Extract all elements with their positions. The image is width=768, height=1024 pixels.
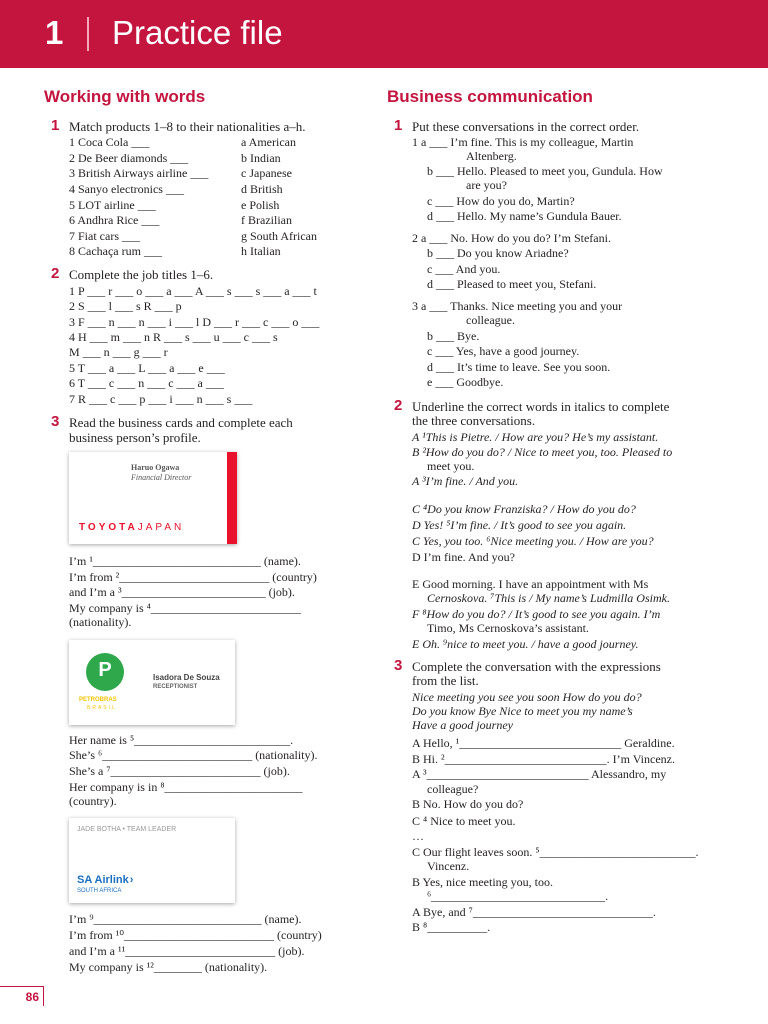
logo-sub-text: BRASIL — [87, 705, 117, 711]
exercise-number: 1 — [51, 117, 60, 134]
exercise-number: 3 — [51, 413, 60, 430]
exercise-number: 2 — [51, 265, 60, 282]
list-item: colleague? — [427, 782, 479, 796]
card-accent-stripe — [227, 452, 237, 544]
list-item: 7 R ___ c ___ p ___ i ___ n ___ s ___ — [69, 392, 253, 406]
card-role: Financial Director — [131, 473, 192, 482]
logo-text: PETROBRAS — [79, 697, 117, 703]
profile-line: I’m ¹____________________________ (name). — [69, 554, 301, 568]
list-item: A Bye, and ⁷______________________________. — [412, 905, 656, 919]
list-item: b ___ Hello. Pleased to meet you, Gundula. How — [427, 164, 663, 178]
list-item: 7 Fiat cars ___ — [69, 229, 140, 243]
list-item: 1 a ___ I’m fine. This is my colleague, Martin — [412, 135, 634, 149]
exercise-instruction: from the list. — [412, 673, 479, 688]
profile-line: I’m ⁹____________________________ (name). — [69, 912, 302, 926]
list-item: C Yes, you too. ⁶Nice meeting you. / How are you? — [412, 534, 654, 548]
list-item: E Oh. ⁹nice to meet you. / have a good journey. — [412, 637, 639, 651]
petrobras-logo-icon: P — [86, 653, 124, 691]
logo-text: SA Airlink — [77, 874, 129, 886]
list-item: c ___ Yes, have a good journey. — [427, 344, 580, 358]
list-item: 3 F ___ n ___ n ___ i ___ l D ___ r ___ c ___ o ___ — [69, 315, 320, 329]
card-name: Haruo Ogawa — [131, 463, 180, 472]
list-item: 6 T ___ c ___ n ___ c ___ a ___ — [69, 376, 224, 390]
section-title-business-communication: Business communication — [387, 87, 593, 106]
list-item: meet you. — [427, 459, 475, 473]
profile-line: and I’m a ³________________________ (job). — [69, 585, 295, 599]
list-item: C Our flight leaves soon. ⁵__________________________. — [412, 845, 699, 859]
profile-line: (nationality). — [69, 615, 132, 629]
airlink-logo — [77, 874, 133, 886]
exercise-number: 2 — [394, 397, 403, 414]
list-item: c ___ And you. — [427, 262, 501, 276]
unit-number: 1 — [45, 14, 64, 51]
business-card-petrobras — [69, 640, 235, 725]
logo-light-text: JAPAN — [137, 522, 185, 533]
list-item: E Good morning. I have an appointment with Ms — [412, 577, 649, 591]
list-item: h Italian — [241, 244, 281, 258]
expression-list: Do you know Bye Nice to meet you my name’s — [412, 704, 633, 718]
expression-list: Have a good journey — [412, 718, 513, 732]
section-title-working-with-words: Working with words — [44, 87, 206, 106]
list-item: 3 a ___ Thanks. Nice meeting you and your — [412, 299, 623, 313]
card-role: RECEPTIONIST — [153, 684, 198, 690]
exercise-number: 1 — [394, 117, 403, 134]
list-item: 5 LOT airline ___ — [69, 198, 156, 212]
list-item: F ⁸How do you do? / It’s good to see you again. I’m — [412, 607, 661, 621]
exercise-instruction: Complete the conversation with the expressions — [412, 659, 661, 674]
page-title: Practice file — [112, 14, 283, 51]
list-item: d British — [241, 182, 283, 196]
card-name: Isadora De Souza — [153, 673, 220, 682]
profile-line: Her company is in ⁸_______________________ — [69, 780, 303, 794]
profile-line: She’s ⁶_________________________ (nationality). — [69, 748, 318, 762]
list-item: e ___ Goodbye. — [427, 375, 504, 389]
expression-list: Nice meeting you see you soon How do you do? — [412, 690, 642, 704]
list-item: A ³___________________________ Alessandro, my — [412, 767, 667, 781]
business-card-sa-airlink — [69, 818, 235, 903]
list-item: B No. How do you do? — [412, 797, 524, 811]
list-item: colleague. — [466, 313, 515, 327]
list-item: d ___ It’s time to leave. See you soon. — [427, 360, 611, 374]
exercise-instruction: Read the business cards and complete each — [69, 415, 293, 430]
list-item: 2 S ___ l ___ s R ___ p — [69, 299, 182, 313]
list-item: 4 H ___ m ___ n R ___ s ___ u ___ c ___ s — [69, 330, 278, 344]
exercise-instruction: Put these conversations in the correct order. — [412, 119, 640, 134]
list-item: M ___ n ___ g ___ r — [69, 345, 168, 359]
list-item: A ³I’m fine. / And you. — [412, 474, 519, 488]
chevron-right-icon: › — [129, 874, 134, 886]
list-item: 1 Coca Cola ___ — [69, 135, 150, 149]
business-card-toyota — [69, 452, 237, 544]
logo-bold-text: TOYOTA — [79, 522, 138, 533]
list-item: Cernoskova. ⁷This is / My name’s Ludmilla Osimk. — [427, 591, 670, 605]
exercise-instruction: business person’s profile. — [69, 430, 201, 445]
list-item: 2 De Beer diamonds ___ — [69, 151, 189, 165]
list-item: D I’m fine. And you? — [412, 550, 515, 564]
list-item: f Brazilian — [241, 213, 292, 227]
profile-line: I’m from ²_________________________ (country) — [69, 570, 317, 584]
toyota-logo — [79, 522, 184, 533]
list-item: 5 T ___ a ___ L ___ a ___ e ___ — [69, 361, 225, 375]
logo-sub-text: SOUTH AFRICA — [77, 888, 122, 894]
profile-line: Her name is ⁵__________________________. — [69, 733, 294, 747]
profile-line: I’m from ¹⁰_________________________ (country) — [69, 928, 322, 942]
list-item: 1 P ___ r ___ o ___ a ___ A ___ s ___ s ___ a ___ t — [69, 284, 317, 298]
list-item: d ___ Hello. My name’s Gundula Bauer. — [427, 209, 622, 223]
list-item: ⁶_____________________________. — [427, 889, 609, 903]
list-item: 6 Andhra Rice ___ — [69, 213, 160, 227]
list-item: C ⁴ Nice to meet you. — [412, 814, 516, 828]
list-item: B Yes, nice meeting you, too. — [412, 875, 553, 889]
list-item: c ___ How do you do, Martin? — [427, 194, 575, 208]
list-item: B ²How do you do? / Nice to meet you, too. Pleased to — [412, 445, 673, 459]
list-item: A Hello, ¹___________________________ Geraldine. — [412, 736, 675, 750]
exercise-instruction: Match products 1–8 to their nationalities a–h. — [69, 119, 306, 134]
profile-line: She’s a ⁷_________________________ (job). — [69, 764, 290, 778]
profile-line: My company is ¹²________ (nationality). — [69, 960, 268, 974]
exercise-number: 3 — [394, 657, 403, 674]
header-divider — [87, 17, 89, 51]
unit-header — [0, 0, 768, 68]
list-item: 4 Sanyo electronics ___ — [69, 182, 184, 196]
list-item: b Indian — [241, 151, 281, 165]
page-number: 86 — [0, 986, 44, 1006]
list-item: b ___ Bye. — [427, 329, 480, 343]
list-item: B ⁸__________. — [412, 920, 491, 934]
profile-line: and I’m a ¹¹_________________________ (job). — [69, 944, 305, 958]
card-header-text: JADE BOTHA • TEAM LEADER — [77, 826, 177, 833]
list-item: 3 British Airways airline ___ — [69, 166, 209, 180]
list-item: D Yes! ⁵I’m fine. / It’s good to see you again. — [412, 518, 627, 532]
profile-line: (country). — [69, 794, 117, 808]
list-item: e Polish — [241, 198, 280, 212]
list-item: a American — [241, 135, 296, 149]
profile-line: My company is ⁴_________________________ — [69, 601, 301, 615]
exercise-instruction: the three conversations. — [412, 413, 536, 428]
list-item: Altenberg. — [466, 149, 517, 163]
list-item: 2 a ___ No. How do you do? I’m Stefani. — [412, 231, 611, 245]
exercise-instruction: Underline the correct words in italics to complete — [412, 399, 670, 414]
list-item: b ___ Do you know Ariadne? — [427, 246, 569, 260]
list-item: 8 Cachaça rum ___ — [69, 244, 162, 258]
exercise-instruction: Complete the job titles 1–6. — [69, 267, 214, 282]
list-item: g South African — [241, 229, 317, 243]
list-item: Vincenz. — [427, 859, 470, 873]
list-item: d ___ Pleased to meet you, Stefani. — [427, 277, 597, 291]
list-item: … — [412, 829, 424, 843]
list-item: C ⁴Do you know Franziska? / How do you do? — [412, 502, 636, 516]
list-item: B Hi. ²___________________________. I’m Vincenz. — [412, 752, 675, 766]
list-item: are you? — [466, 178, 507, 192]
list-item: A ¹This is Pietre. / How are you? He’s my assistant. — [412, 430, 659, 444]
list-item: c Japanese — [241, 166, 292, 180]
list-item: Timo, Ms Cernoskova’s assistant. — [427, 621, 589, 635]
